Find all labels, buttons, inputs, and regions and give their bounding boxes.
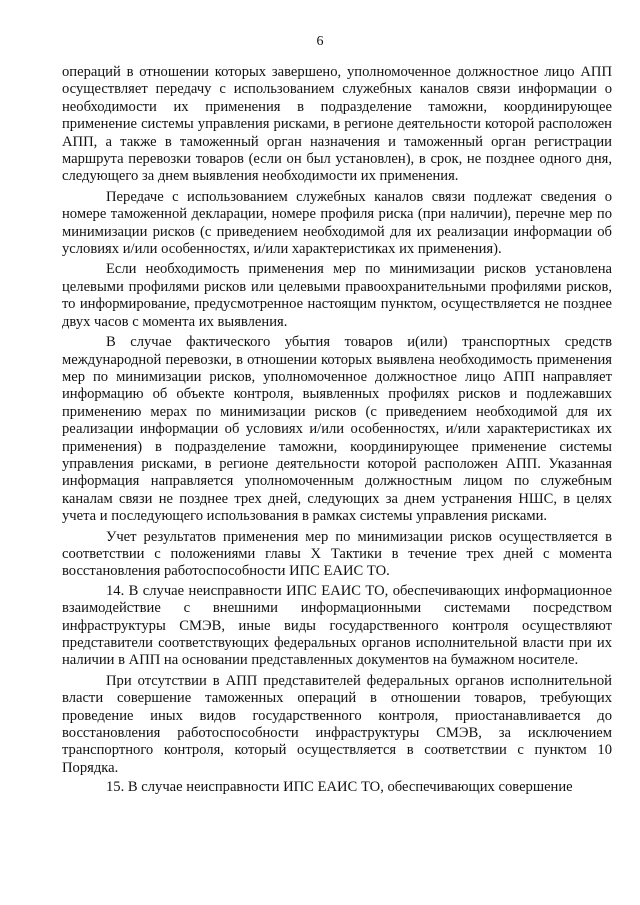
paragraph-item-14: 14. В случае неисправности ИПС ЕАИС ТО, обеспечивающих информационное взаимодействие с внешними информационными системами посредством инфраструктуры СМЭВ, иные виды государственного контроля осуществляют представители соответствующих федеральных органов исполнительной власти при их наличии в АПП на основании представленных документов на бумажном носителе. — [62, 582, 612, 669]
paragraph-absence-representatives: При отсутствии в АПП представителей федеральных органов исполнительной власти совершение таможенных операций в отношении товаров, требующих проведение иных видов государственного контроля, приостанавливается до восстановления работоспособности инфраструктуры СМЭВ, за исключением транспортного контроля, который осуществляется в соответствии с пунктом 10 Порядка. — [62, 672, 612, 776]
paragraph-results-accounting: Учет результатов применения мер по минимизации рисков осуществляется в соответствии с положениями главы X Тактики в течение трех дней с момента восстановления работоспособности ИПС ЕАИС ТО. — [62, 528, 612, 580]
document-body — [62, 64, 612, 797]
paragraph-transfer-details: Передаче с использованием служебных каналов связи подлежат сведения о номере таможенной декларации, номере профиля риска (при наличии), перечне мер по минимизации рисков (с приведением необходимой для их реализации информации об условиях и/или особенностях, и/или характеристиках их применения). — [62, 188, 612, 258]
page-number: 6 — [316, 34, 324, 49]
paragraph-actual-departure: В случае фактического убытия товаров и(или) транспортных средств международной перевозки, в отношении которых выявлена необходимость применения мер по минимизации рисков, уполномоченное должностное лицо АПП направляет информацию об объекте контроля, выявленных профилях рисков и подлежавших применению мерах по минимизации рисков (с приведением необходимой для их реализации информации об условиях и/или особенностях, и/или характеристиках их применения) в подразделение таможни, координирующее применение системы управления рисками, в регионе деятельности которой расположен АПП. Указанная информация направляется уполномоченным должностным лицом по служебным каналам связи не позднее трех дней, следующих за днем устранения НШС, в целях учета и последующего использования в рамках системы управления рисками. — [62, 334, 612, 525]
paragraph-target-profiles: Если необходимость применения мер по минимизации рисков установлена целевыми профилями рисков или целевыми правоохранительными профилями рисков, то информирование, предусмотренное настоящим пунктом, осуществляется не позднее двух часов с момента их выявления. — [62, 261, 612, 330]
paragraph-item-15: 15. В случае неисправности ИПС ЕАИС ТО, обеспечивающих совершение — [106, 779, 573, 796]
paragraph-continuation: операций в отношении которых завершено, уполномоченное должностное лицо АПП осуществляет передачу с использованием служебных каналов связи информации о необходимости их применения в подразделение таможни, координирующее применение системы управления рисками, в регионе деятельности которой расположен АПП, а также в таможенный орган назначения и таможенный орган регистрации маршрута перевозки товаров (если он был установлен), в срок, не позднее одного дня, следующего за днем выявления необходимости их применения. — [62, 64, 612, 185]
